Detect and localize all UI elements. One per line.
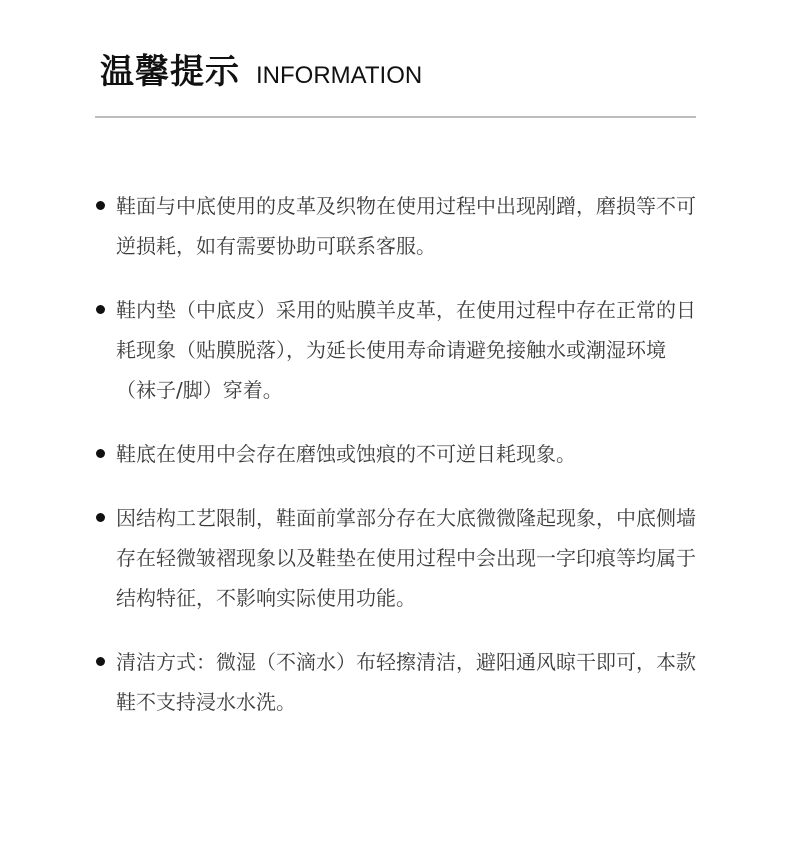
list-item — [96, 290, 696, 410]
list-item — [96, 434, 696, 474]
list-item — [96, 186, 696, 266]
list-item-text: 清洁方式：微湿（不滴水）布轻擦清洁，避阳通风晾干即可，本款鞋不支持浸水水洗。 — [116, 650, 696, 714]
list-item-text: 鞋底在使用中会存在磨蚀或蚀痕的不可逆日耗现象。 — [116, 442, 576, 466]
list-item-text: 鞋内垫（中底皮）采用的贴膜羊皮革，在使用过程中存在正常的日耗现象（贴膜脱落），为延长使用寿命请避免接触水或潮湿环境（袜子/脚）穿着。 — [116, 298, 696, 402]
list-item-text: 鞋面与中底使用的皮革及织物在使用过程中出现剐蹭，磨损等不可逆损耗，如有需要协助可联系客服。 — [116, 194, 696, 258]
page-title: 温馨提示 — [100, 52, 240, 92]
notice-list — [96, 186, 696, 746]
bullet-icon — [96, 449, 105, 458]
list-item — [96, 498, 696, 618]
list-item — [96, 642, 696, 722]
page-subtitle: INFORMATION — [256, 62, 423, 89]
header — [100, 44, 422, 92]
bullet-icon — [96, 201, 105, 210]
bullet-icon — [96, 305, 105, 314]
list-item-text: 因结构工艺限制，鞋面前掌部分存在大底微微隆起现象，中底侧墙存在轻微皱褶现象以及鞋垫在使用过程中会出现一字印痕等均属于结构特征，不影响实际使用功能。 — [116, 506, 696, 610]
bullet-icon — [96, 657, 105, 666]
bullet-icon — [96, 513, 105, 522]
header-divider — [95, 116, 696, 118]
